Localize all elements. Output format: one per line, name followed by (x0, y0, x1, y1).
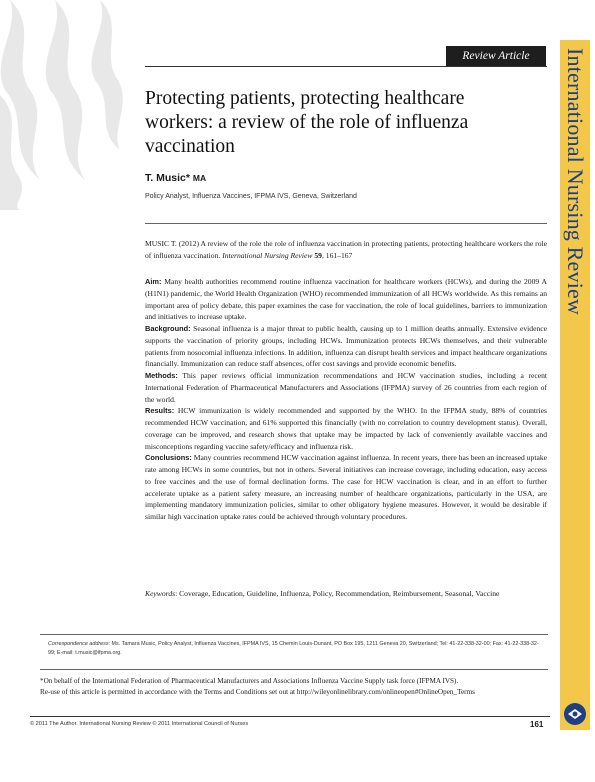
citation-text: MUSIC T. (2012) A review of the role the role of influenza vaccination in protecting patients, protecting healthcare workers the role of influenza vaccination. (145, 239, 547, 260)
results-text: HCW immunization is widely recommended and supported by the WHO. In the IFPMA study, 88% of countries recommended HCW vaccination, and 61% supported this financially (with no correlation to country development status). Overall, coverage can be improved, and research shows that uptake may be impacted by lack of conveniently available vaccines and misconceptions regarding vaccine safety/efficacy and influenza risk. (145, 406, 547, 451)
author-name: T. Music* (145, 172, 190, 184)
article-title: Protecting patients, protecting healthcare workers: a review of the role of influenza vaccination (145, 88, 469, 157)
author-line (145, 172, 206, 184)
abstract (145, 276, 547, 523)
citation-volume: 59 (314, 250, 322, 260)
author-affiliation: Policy Analyst, Influenza Vaccines, IFPMA IVS, Geneva, Switzerland (145, 193, 357, 200)
keywords-text: : Coverage, Education, Guideline, Influenza, Policy, Recommendation, Reimbursement, Seasonal, Vaccine (175, 589, 500, 598)
article-type-badge: Review Article (446, 46, 546, 66)
correspondence (48, 640, 542, 658)
keywords (145, 588, 547, 600)
footnote (40, 676, 555, 697)
citation-pages: , 161–167 (321, 250, 353, 260)
citation (145, 238, 547, 262)
aim-text: Many health authorities recommend routine influenza vaccination for healthcare workers (HCWs), and during the 2009 A (H1N1) pandemic, the World Health Organization (WHO) recommended immunization of all HCWs worldwide. As this remains an important area of policy debate, this paper examines the case for vaccination, the role of local guidelines, barriers to immunization and initiatives to increase uptake. (145, 277, 547, 322)
methods-label: Methods: (145, 371, 178, 380)
footnote-reuse[interactable]: Re-use of this article is permitted in accordance with the Terms and Conditions set out at http://wileyonlinelibrary.com/onlineopen#OnlineOpen_Terms (40, 687, 475, 696)
correspondence-text: : Ms. Tamara Music, Policy Analyst, Influenza Vaccines, IFPMA IVS, 15 Chemin Louis-Dunant, PO Box 195, 1211 Geneva 20, Switzerland; Tel: 41-22-338-32-00; Fax: 41-22-338-32-99; E-mail: t.music@ifpma.org. (48, 641, 539, 656)
header-rule (145, 66, 547, 67)
journal-name-text: International Nursing Review (563, 48, 588, 316)
page-number: 161 (530, 720, 544, 729)
flame-pattern-decoration (0, 0, 140, 210)
footnote-taskforce: *On behalf of the International Federation of Pharmaceutical Manufacturers and Associations Influenza Vaccine Supply task force (IFPMA IVS). (40, 677, 459, 685)
section-rule (145, 223, 547, 224)
methods-text: This paper reviews official immunization recommendations and HCW vaccination studies, including a recent International Federation of Pharmaceutical Manufacturers and Associations (IFPMA) survey of 26 countries from each region of the world. (145, 371, 547, 404)
correspondence-label: Correspondence address (48, 641, 109, 647)
abstract-results (145, 405, 547, 452)
author-degree: MA (192, 173, 207, 183)
aim-label: Aim: (145, 277, 162, 286)
conclusions-label: Conclusions: (145, 453, 192, 463)
abstract-background (145, 323, 547, 370)
background-label: Background: (145, 324, 191, 333)
conclusions-text: Many countries recommend HCW vaccination against influenza. In recent years, there has been an increased uptake rate among HCWs in some countries, but not in others. Several initiatives can increase coverage, including education, easy access to free vaccines and the use of formal declination forms. The case for HCW vaccination is clear, and in an effort to further accelerate uptake as a patient safety measure, an increasing number of healthcare organizations, particularly in the USA, are implementing mandatory immunization policies, similar to other obligatory hygiene measures. However, it would be desirable if similar high vaccination uptake rates could be achieved through voluntary procedures. (145, 453, 547, 521)
nursing-logo-icon (563, 702, 587, 726)
results-label: Results: (145, 406, 175, 416)
abstract-conclusions (145, 452, 547, 523)
keywords-label: Keywords (145, 589, 176, 598)
abstract-methods (145, 370, 547, 405)
journal-name (561, 48, 589, 348)
abstract-aim (145, 276, 547, 323)
citation-journal: International Nursing Review (222, 250, 313, 260)
copyright: © 2011 The Author. International Nursing Review © 2011 International Council of Nurses (30, 721, 249, 727)
background-text: Seasonal influenza is a major threat to public health, causing up to 1 million deaths annually. Extensive evidence supports the vaccination of priority groups, including HCWs. Immunization protects HCWs themselves, and their vulnerable patients from nosocomial influenza infections. In addition, influenza can disrupt health services and impact healthcare organizations financially. Immunization can reduce staff absences, offer cost savings and provide economic benefits. (145, 324, 547, 369)
footer-rule (30, 716, 550, 717)
